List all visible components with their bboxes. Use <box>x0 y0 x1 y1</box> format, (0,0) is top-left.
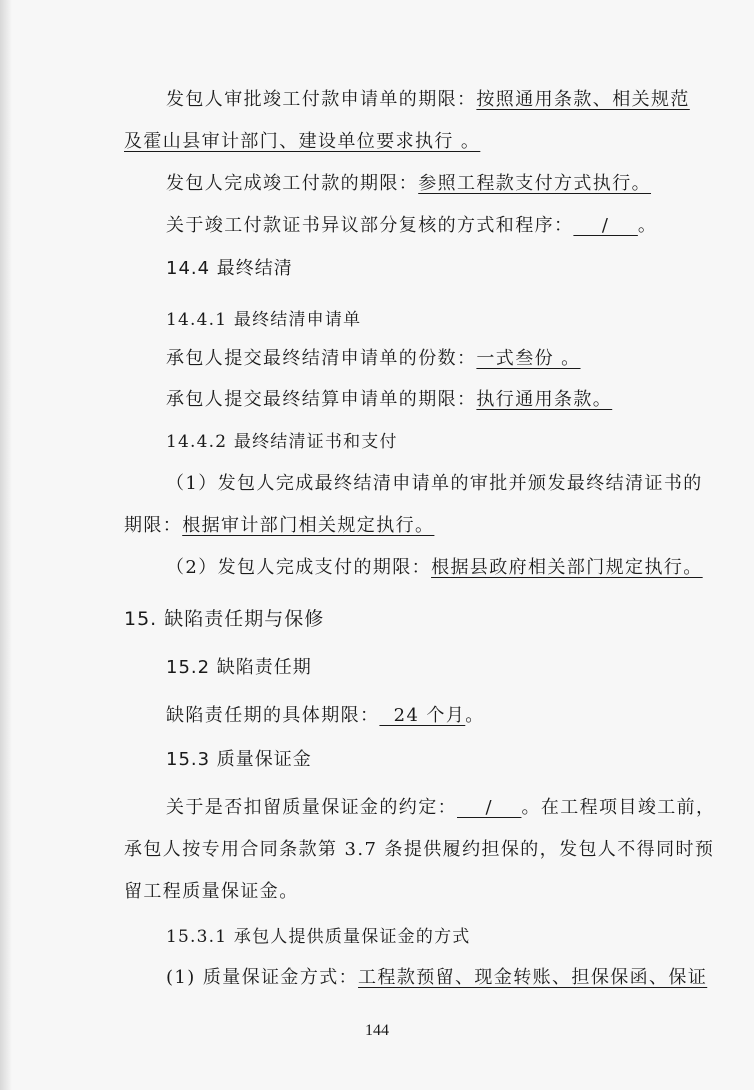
subsection-heading-14-4-2 <box>0 430 754 454</box>
clause-filled-value: 根据县政府相关部门规定执行。 <box>431 557 703 578</box>
section-heading-14-4 <box>0 257 754 281</box>
clause-copies <box>0 347 754 371</box>
clause-text: 发包人审批竣工付款申请单的期限： <box>166 89 477 110</box>
clause-tail: 。在工程项目竣工前， <box>521 797 716 818</box>
clause-filled-value: 执行通用条款。 <box>476 389 613 410</box>
clause-payment-completion <box>0 556 754 580</box>
clause-text: 承包人按专用合同条款第 3.7 条提供履约担保的，发包人不得同时预 <box>124 839 715 860</box>
clause-text: 承包人提交最终结算申请单的期限： <box>166 389 477 410</box>
clause-approval-deadline-cont <box>0 130 754 154</box>
subsection-heading-15-3-1 <box>0 925 754 949</box>
clause-text: 发包人完成竣工付款的期限： <box>166 173 419 194</box>
clause-filled-value: 工程款预留、现金转账、担保保函、保证 <box>358 967 708 988</box>
clause-text: （1）发包人完成最终结清申请单的审批并颁发最终结清证书的 <box>166 473 703 494</box>
clause-tail: 。 <box>465 705 485 726</box>
clause-text: 留工程质量保证金。 <box>124 881 299 902</box>
clause-filled-value: 按照通用条款、相关规范 <box>476 89 690 110</box>
heading-text: 14.4.1 最终结清申请单 <box>166 310 362 330</box>
clause-text: 缺陷责任期的具体期限： <box>166 705 380 726</box>
clause-text: 期限： <box>124 515 183 536</box>
clause-payment-deadline <box>0 172 754 196</box>
clause-certificate-deadline <box>0 472 754 496</box>
heading-text: 14.4.2 最终结清证书和支付 <box>166 432 398 452</box>
clause-filled-value: 一式叁份 。 <box>476 348 581 369</box>
clause-submission-deadline <box>0 388 754 412</box>
heading-text: 15.3.1 承包人提供质量保证金的方式 <box>166 927 471 947</box>
section-heading-15-2 <box>0 656 754 680</box>
clause-text: （2）发包人完成支付的期限： <box>166 557 432 578</box>
clause-text: 承包人提交最终结清申请单的份数： <box>166 348 477 369</box>
section-heading-15 <box>0 607 754 631</box>
clause-filled-value: / <box>573 215 638 236</box>
heading-text: 14.4 最终结清 <box>166 258 293 279</box>
clause-tail: 。 <box>637 215 658 236</box>
clause-approval-deadline <box>0 88 754 112</box>
clause-filled-value: 及霍山县审计部门、建设单位要求执行 。 <box>124 131 481 152</box>
clause-text: 关于是否扣留质量保证金的约定： <box>166 797 457 818</box>
clause-text: 关于竣工付款证书异议部分复核的方式和程序： <box>166 215 574 236</box>
clause-retention-agreement-end <box>0 880 754 904</box>
heading-text: 15.3 质量保证金 <box>166 749 312 770</box>
heading-text: 15.2 缺陷责任期 <box>166 657 312 678</box>
clause-retention-agreement-cont <box>0 838 754 862</box>
clause-defect-period <box>0 704 754 728</box>
clause-text: (1) 质量保证金方式： <box>166 967 359 988</box>
clause-retention-method <box>0 966 754 990</box>
clause-filled-value: 参照工程款支付方式执行。 <box>418 173 652 194</box>
section-heading-15-3 <box>0 748 754 772</box>
subsection-heading-14-4-1 <box>0 308 754 332</box>
page-number: 144 <box>365 1022 389 1039</box>
heading-text: 15. 缺陷责任期与保修 <box>124 608 325 630</box>
clause-dispute-review <box>0 214 754 238</box>
clause-filled-value: 根据审计部门相关规定执行。 <box>182 515 435 536</box>
clause-retention-agreement <box>0 796 754 820</box>
clause-certificate-deadline-cont <box>0 514 754 538</box>
clause-filled-value: 24 个月 <box>379 705 466 726</box>
clause-filled-value: / <box>457 797 522 818</box>
